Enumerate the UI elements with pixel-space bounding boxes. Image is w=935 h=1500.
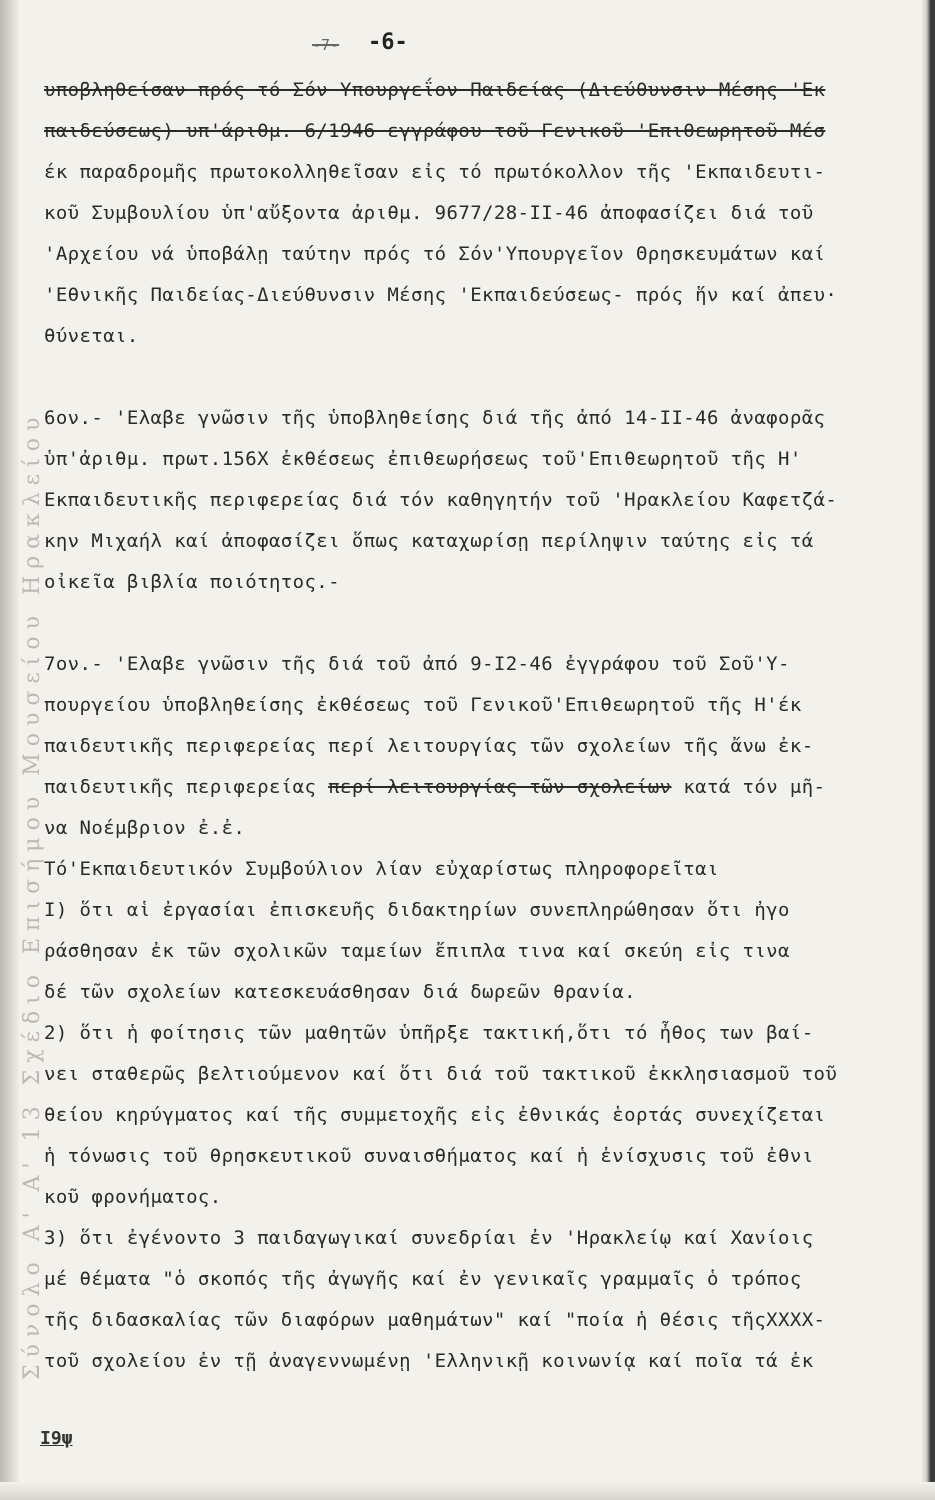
struck-phrase: περί λειτουργίας τῶν σχολείων (328, 776, 672, 798)
document-body (44, 70, 914, 1382)
text-line: Τό'Εκπαιδευτικόν Συμβούλιον λίαν εὐχαρίστως πληροφορεῖται (44, 858, 719, 880)
text-line: I) ὅτι αἱ ἐργασίαι ἐπισκευῆς διδακτηρίων συνεπληρώθησαν ὅτι ἠγο (44, 899, 790, 921)
page-number: -6- (368, 30, 408, 55)
text-line: νει σταθερῶς βελτιούμενον καί ὅτι διά τοῦ τακτικοῦ ἐκκλησιασμοῦ τοῦ (44, 1063, 838, 1085)
text-line: 3) ὅτι ἐγένοντο 3 παιδαγωγικαί συνεδρίαι ἐν 'Ηρακλείῳ καί Χανίοις (44, 1227, 814, 1249)
margin-stamp: Σύνολο Α' Α' 13 Σχέδιο Επισήμου Μουσείου Ηρακλείου (20, 410, 45, 1380)
page-bottom-edge (0, 1482, 935, 1500)
text-line: Εκπαιδευτικῆς περιφερείας διά τόν καθηγητήν τοῦ 'Ηρακλείου Καφετζά- (44, 489, 838, 511)
text-line: δέ τῶν σχολείων κατεσκευάσθησαν διά δωρεῶν θρανία. (44, 981, 636, 1003)
text-line: ὑπ'ἀριθμ. πρωτ.156Χ ἐκθέσεως ἐπιθεωρήσεως τοῦ'Επιθεωρητοῦ τῆς Η' (44, 448, 802, 470)
text-line (44, 603, 914, 644)
text-line (44, 357, 914, 398)
text-line: θείου κηρύγματος καί τῆς συμμετοχῆς εἰς ἐθνικάς ἑορτάς συνεχίζεται (44, 1104, 826, 1126)
text-line: 'Εθνικῆς Παιδείας-Διεύθυνσιν Μέσης 'Εκπαιδεύσεως- πρός ἥν καί ἀπευ· (44, 284, 838, 306)
text-line: παιδευτικῆς περιφερείας περί λειτουργίας τῶν σχολείων κατά τόν μῆ- (44, 776, 826, 798)
page-right-edge (921, 0, 935, 1500)
text-line: 7ον.- 'Ελαβε γνῶσιν τῆς διά τοῦ ἀπό 9-I2-46 ἐγγράφου τοῦ Σοῦ'Υ- (44, 653, 790, 675)
text-line: κοῦ φρονήματος. (44, 1186, 222, 1208)
text-line: πουργείου ὑποβληθείσης ἐκθέσεως τοῦ Γενικοῦ'Επιθεωρητοῦ τῆς Η'έκ (44, 694, 802, 716)
text-line: 'Αρχείου νά ὑποβάλῃ ταύτην πρός τό Σόν'Υπουργεῖον Θρησκευμάτων καί (44, 243, 826, 265)
text-line: μέ θέματα "ὁ σκοπός τῆς ἀγωγῆς καί ἐν γενικαῖς γραμμαῖς ὁ τρόπος (44, 1268, 802, 1290)
text-line: παιδευτικῆς περιφερείας περί λειτουργίας τῶν σχολείων τῆς ἄνω ἐκ- (44, 735, 814, 757)
text-line: 2) ὅτι ἡ φοίτησις τῶν μαθητῶν ὑπῆρξε τακτική,ὅτι τό ἦθος των βαί- (44, 1022, 814, 1044)
text-line: οἰκεῖα βιβλία ποιότητος.- (44, 571, 340, 593)
text-line: κοῦ Συμβουλίου ὑπ'αὔξοντα ἀριθμ. 9677/28-II-46 ἀποφασίζει διά τοῦ (44, 202, 814, 224)
footer-handwritten-mark: I9ψ (40, 1428, 73, 1449)
page-header (0, 30, 935, 60)
page-left-edge (0, 0, 20, 1500)
text-line: υποβληθείσαν πρός τό Σόν Υπουργεΐον Παιδείας (Διεύθυνσιν Μέσης 'Εκ (44, 79, 826, 101)
text-line: τῆς διδασκαλίας τῶν διαφόρων μαθημάτων" καί "ποία ἡ θέσις τῆςXXXX- (44, 1309, 826, 1331)
text-line: ἡ τόνωσις τοῦ θρησκευτικοῦ συναισθήματος καί ἡ ἐνίσχυσις τοῦ ἐθνι (44, 1145, 814, 1167)
crossed-page-number: -7- (312, 36, 340, 54)
text-line: να Νοέμβριον ἐ.ἐ. (44, 817, 246, 839)
text-line: 6ον.- 'Ελαβε γνῶσιν τῆς ὑποβληθείσης διά τῆς ἀπό 14-II-46 ἀναφορᾶς (44, 407, 826, 429)
text-line: έκ παραδρομῆς πρωτοκολληθεῖσαν εἰς τό πρωτόκολλον τῆς 'Εκπαιδευτι- (44, 161, 826, 183)
text-line: κην Μιχαήλ καί ἀποφασίζει ὅπως καταχωρίσῃ περίληψιν ταύτης εἰς τά (44, 530, 814, 552)
text-line: παιδεύσεως) υπ'άριθμ. 6/1946 εγγράφου τοῦ Γενικοῦ 'Επιθεωρητοῦ Μέσ (44, 120, 826, 142)
text-line: ράσθησαν ἐκ τῶν σχολικῶν ταμείων ἔπιπλα τινα καί σκεύη εἰς τινα (44, 940, 790, 962)
text-line: τοῦ σχολείου ἐν τῇ ἀναγεννωμένῃ 'Ελληνικῇ κοινωνίᾳ καί ποῖα τά ἐκ (44, 1350, 814, 1372)
text-line: θύνεται. (44, 325, 139, 347)
